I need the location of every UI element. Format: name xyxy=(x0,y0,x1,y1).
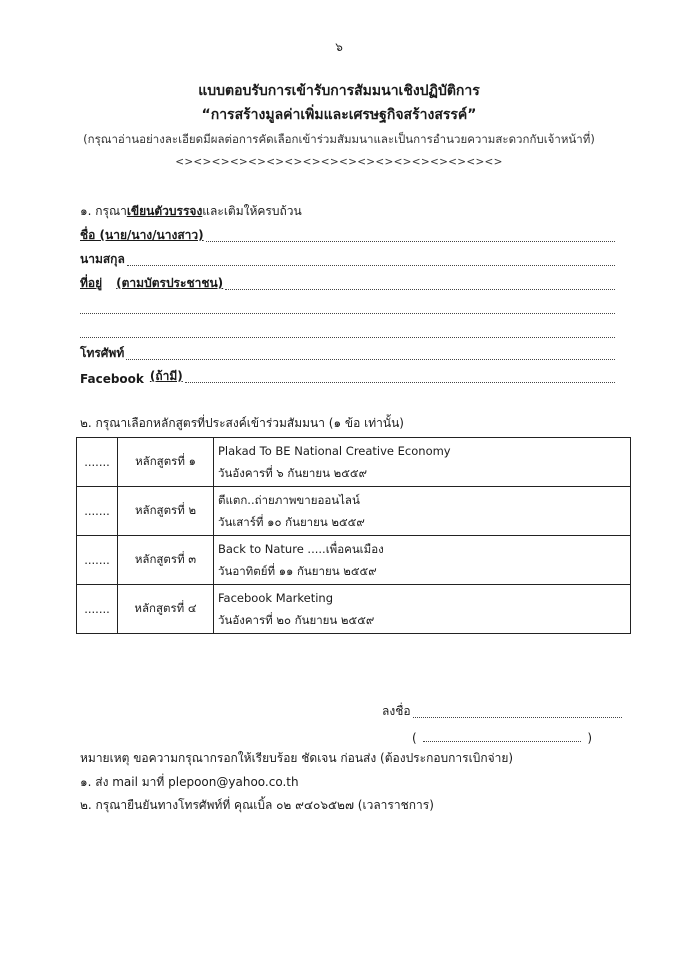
signature-label: ลงชื่อ xyxy=(382,704,411,718)
address-dotted-line-2[interactable] xyxy=(80,312,615,314)
course-1-title: Plakad To BE National Creative Economy xyxy=(218,444,451,458)
phone-label: โทรศัพท์ xyxy=(80,346,125,360)
table-row xyxy=(77,536,631,585)
course-3-name: หลักสูตรที่ ๓ xyxy=(118,536,214,585)
emphasis-text: เขียนตัวบรรจง xyxy=(126,204,203,218)
remark-note: หมายเหตุ ขอความกรุณากรอกให้เรียบร้อย ชัดเจน ก่อนส่ง (ต้องประกอบการเบิกจ่าย) xyxy=(80,751,514,765)
section2-intro: ๒. กรุณาเลือกหลักสูตรที่ประสงค์เข้าร่วมสัมมนา (๑ ข้อ เท่านั้น) xyxy=(80,416,404,430)
name-dotted-line[interactable] xyxy=(206,240,615,242)
note-item-phone: ๒. กรุณายืนยันทางโทรศัพท์ที่ คุณเบิ้ล ๐๒ ๙๔๐๖๕๒๗ (เวลาราชการ) xyxy=(80,798,434,812)
address-dotted-line[interactable] xyxy=(225,288,615,290)
course-1-checkbox[interactable]: ....... xyxy=(77,438,118,487)
phone-dotted-line[interactable] xyxy=(126,358,615,360)
course-3-title: Back to Nature .....เพื่อคนเมือง xyxy=(218,542,384,556)
course-4-checkbox[interactable]: ....... xyxy=(77,585,118,634)
course-3-date: วันอาทิตย์ที่ ๑๑ กันยายน ๒๕๕๙ xyxy=(218,564,377,578)
course-4-name: หลักสูตรที่ ๔ xyxy=(118,585,214,634)
phone-field[interactable] xyxy=(80,347,615,363)
table-row xyxy=(77,487,631,536)
table-row xyxy=(77,585,631,634)
open-paren: ( xyxy=(412,731,417,745)
facebook-note: (ถ้ามี) xyxy=(149,369,183,383)
address-note: (ตามบัตรประชาชน) xyxy=(116,276,224,290)
course-2-title: ตีแตก..ถ่ายภาพขายออนไลน์ xyxy=(218,493,360,507)
course-3-checkbox[interactable]: ....... xyxy=(77,536,118,585)
signature-field[interactable] xyxy=(382,705,622,721)
close-paren: ) xyxy=(587,731,592,745)
address-line-2[interactable] xyxy=(80,301,615,317)
ornament-divider: <><><><><><><><><><><><><><><><><><> xyxy=(175,156,503,168)
address-line-3[interactable] xyxy=(80,325,615,341)
surname-dotted-line[interactable] xyxy=(127,264,615,266)
course-2-name: หลักสูตรที่ ๒ xyxy=(118,487,214,536)
course-1-date: วันอังคารที่ ๖ กันยายน ๒๕๕๙ xyxy=(218,466,368,480)
course-table xyxy=(76,437,631,634)
course-1-detail xyxy=(214,438,631,487)
table-row xyxy=(77,438,631,487)
seminar-title: “การสร้างมูลค่าเพิ่มและเศรษฐกิจสร้างสรรค์” xyxy=(201,107,477,123)
course-4-date: วันอังคารที่ ๒๐ กันยายน ๒๕๕๙ xyxy=(218,613,375,627)
course-2-checkbox[interactable]: ....... xyxy=(77,487,118,536)
course-2-date: วันเสาร์ที่ ๑๐ กันยายน ๒๕๕๙ xyxy=(218,515,365,529)
course-4-detail xyxy=(214,585,631,634)
name-field[interactable] xyxy=(80,229,615,245)
signature-name-dotted-line[interactable] xyxy=(423,740,582,742)
facebook-dotted-line[interactable] xyxy=(185,381,615,383)
course-3-detail xyxy=(214,536,631,585)
page-number: ๖ xyxy=(335,40,343,54)
course-4-title: Facebook Marketing xyxy=(218,591,334,605)
instruction-subtitle: (กรุณาอ่านอย่างละเอียดมีผลต่อการคัดเลือกเข้าร่วมสัมมนาและเป็นการอำนวยความสะดวกกับเจ้าหน้าที่) xyxy=(83,132,595,146)
name-label: ชื่อ (นาย/นาง/นางสาว) xyxy=(80,228,204,242)
surname-field[interactable] xyxy=(80,253,615,269)
address-field[interactable] xyxy=(80,277,615,293)
facebook-label: Facebook xyxy=(80,372,144,386)
signature-name-field[interactable] xyxy=(412,729,592,745)
form-title: แบบตอบรับการเข้ารับการสัมมนาเชิงปฏิบัติการ xyxy=(198,83,480,99)
course-2-detail xyxy=(214,487,631,536)
note-item-email: ๑. ส่ง mail มาที่ plepoon@yahoo.co.th xyxy=(80,775,299,789)
address-label: ที่อยู่ xyxy=(80,276,103,290)
surname-label: นามสกุล xyxy=(80,252,125,266)
address-dotted-line-3[interactable] xyxy=(80,336,615,338)
signature-dotted-line[interactable] xyxy=(413,716,622,718)
section1-intro: ๑. กรุณา เขียนตัวบรรจง และเติมให้ครบถ้วน xyxy=(80,205,302,221)
facebook-field[interactable] xyxy=(80,370,615,386)
course-1-name: หลักสูตรที่ ๑ xyxy=(118,438,214,487)
